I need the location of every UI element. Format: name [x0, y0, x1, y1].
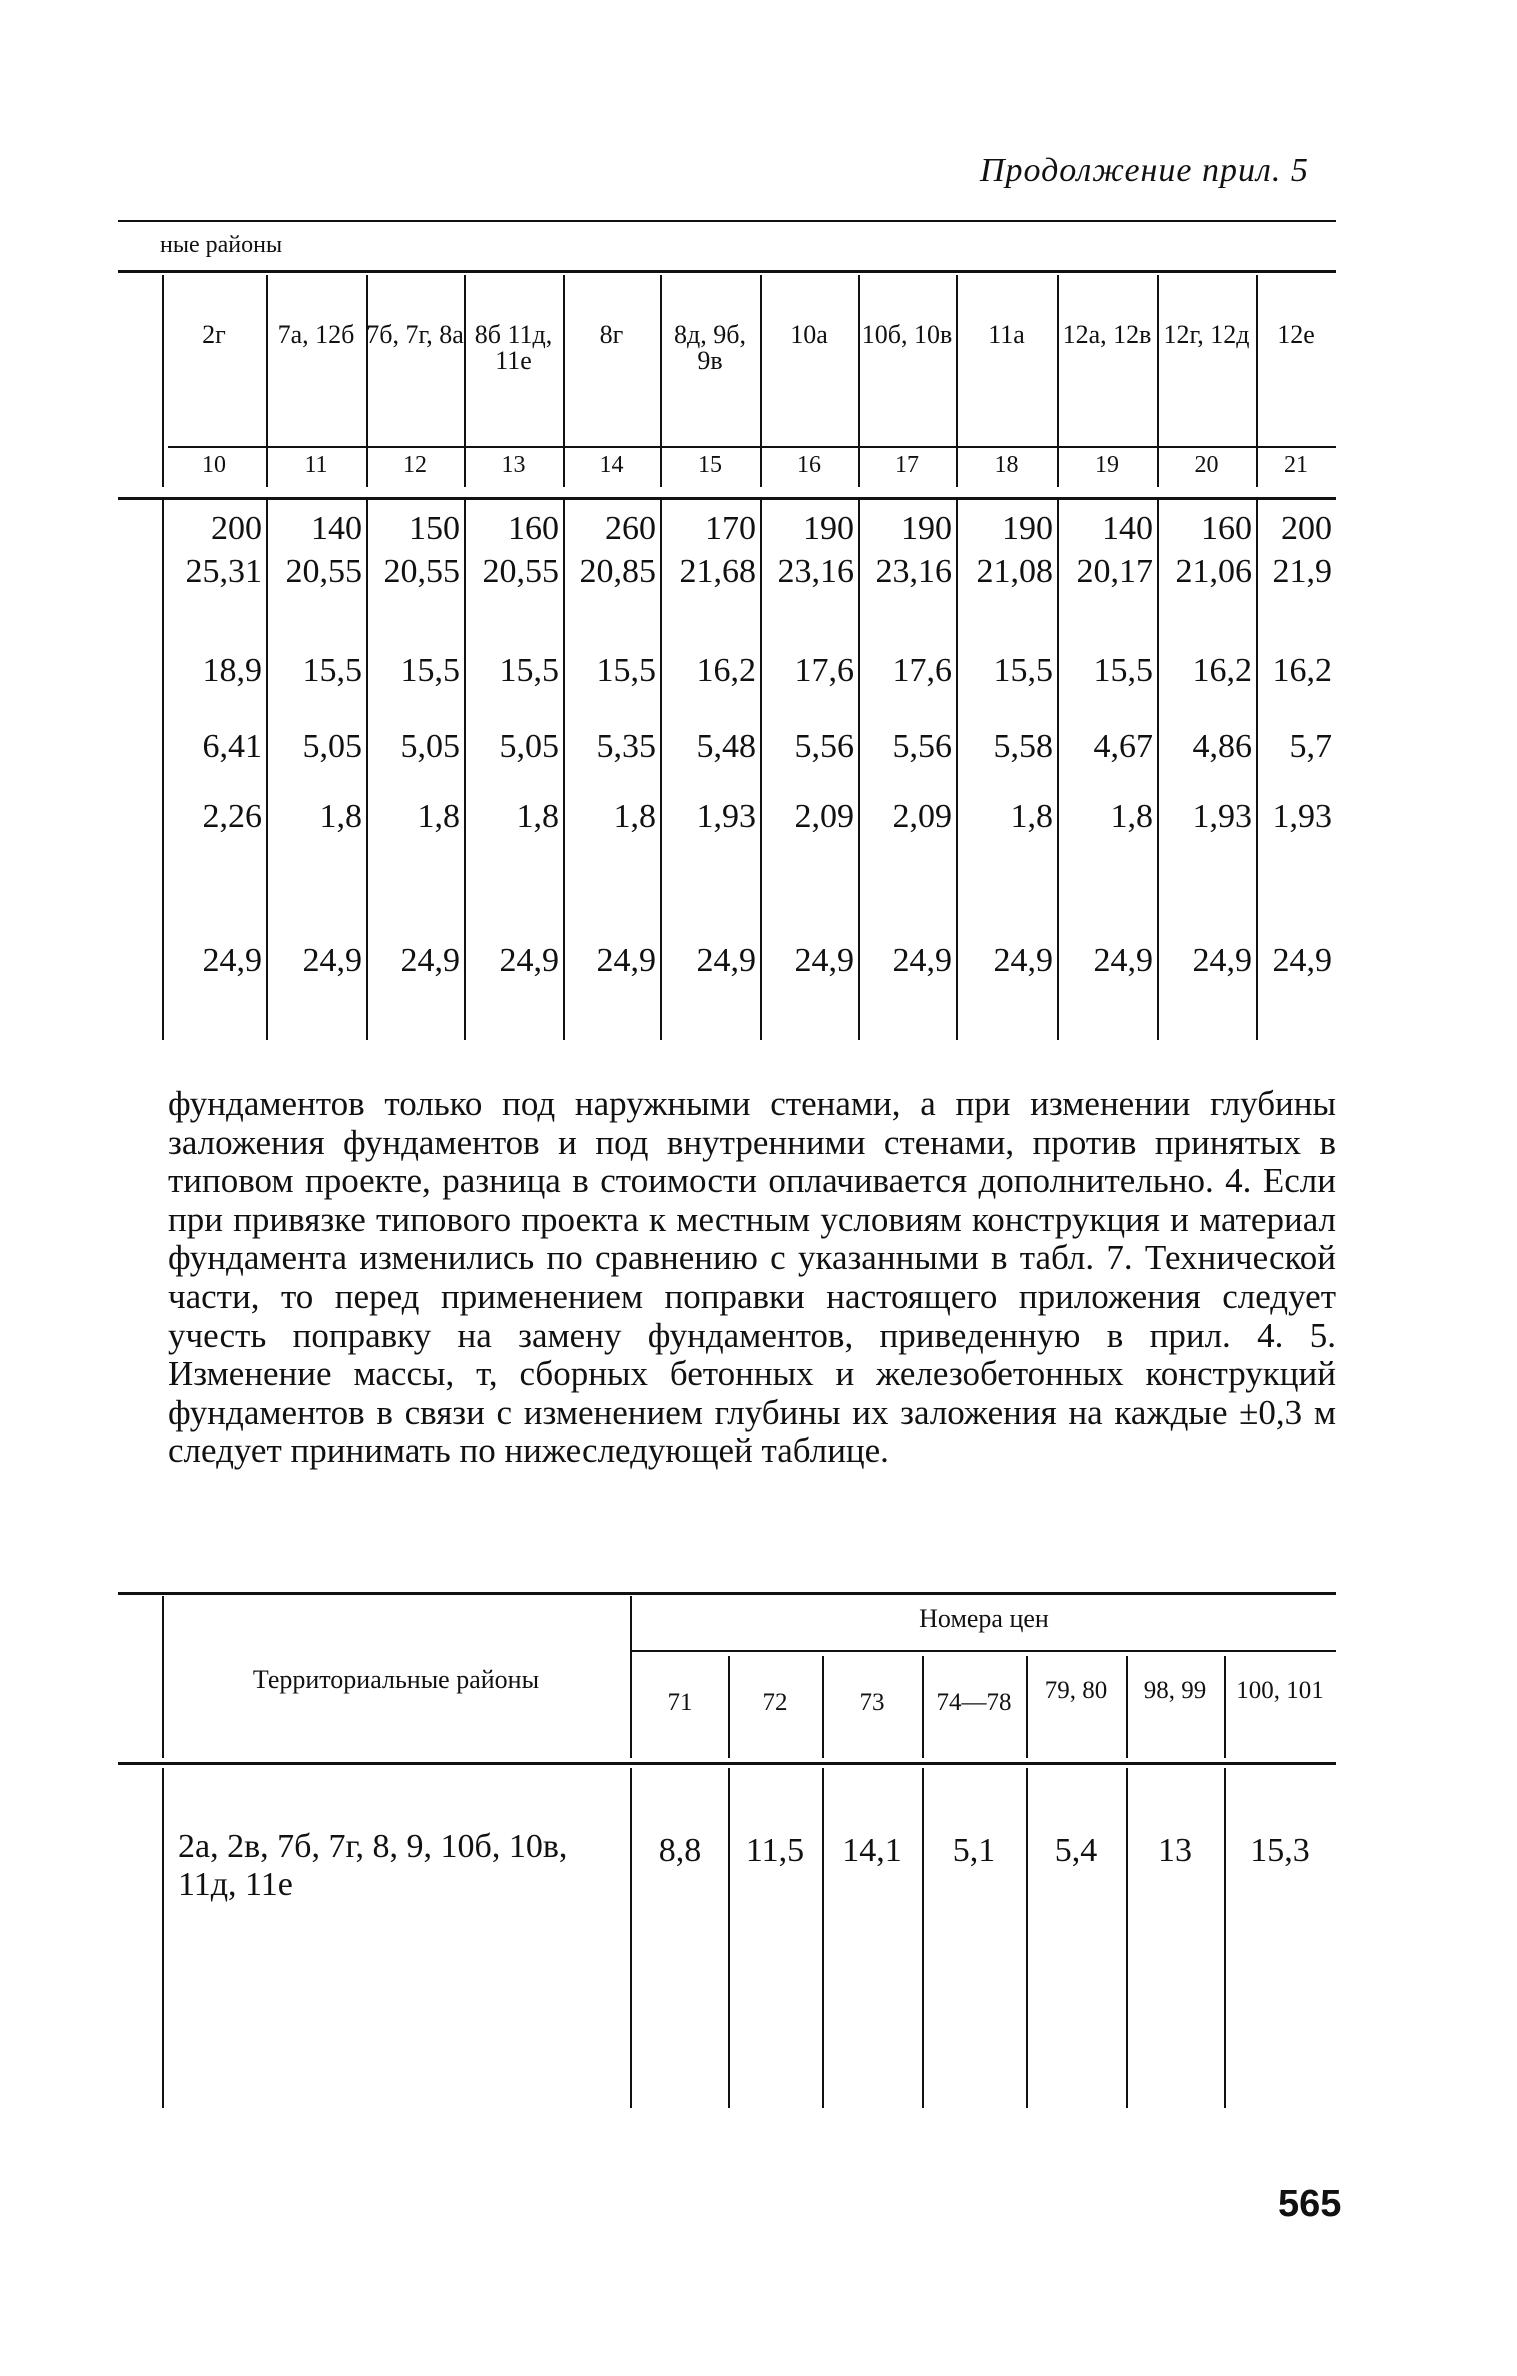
table-cell: 160: [1201, 510, 1252, 547]
table2-body-rule: [118, 1762, 1336, 1765]
column-header: 11а: [988, 320, 1025, 349]
table-cell: 1,8: [613, 798, 656, 835]
column-header: 7б, 7г, 8а: [366, 320, 464, 349]
table-cell: 24,9: [696, 942, 756, 979]
table-cell: 200: [1281, 510, 1332, 547]
table-cell: 21,68: [679, 553, 756, 590]
table-cell: 24,9: [1093, 942, 1153, 979]
table-cell: 1,8: [516, 798, 559, 835]
column-number: 14: [599, 452, 624, 478]
column-number: 11: [304, 452, 328, 478]
table-cell: 190: [901, 510, 952, 547]
table-cell: 260: [605, 510, 656, 547]
table-cell: 15,5: [302, 652, 362, 689]
table-cell: 16,2: [1272, 652, 1332, 689]
table2-body-separator: [728, 1768, 730, 2108]
table2-cell: 5,1: [952, 1832, 996, 1869]
table-cell: 24,9: [892, 942, 952, 979]
table-cell: 16,2: [1192, 652, 1252, 689]
table-cell: 17,6: [794, 652, 854, 689]
table-cell: 23,16: [875, 553, 952, 590]
column-header: 10б, 10в: [861, 320, 953, 349]
table2-group-header: Номера цен: [919, 1604, 1049, 1633]
table-cell: 21,08: [976, 553, 1053, 590]
table-cell: 2,09: [892, 798, 952, 835]
table-cell: 15,5: [596, 652, 656, 689]
column-header: 8б 11д, 11е: [474, 320, 553, 375]
table2-cell: 15,3: [1250, 1832, 1310, 1869]
table-cell: 24,9: [499, 942, 559, 979]
table-cell: 190: [1002, 510, 1053, 547]
paragraph-text: фундаментов только под наружными стенами, а при изменении глубины заложения фундаментов и под внутренними стенами, против принятых в типовом проекте, разница в стоимости оплачивается дополнительно. 4. Если при привязке типового проекта к местным условиям конструкция и материал фундамента изменились по сравнению с указанными в табл. 7. Технической части, то перед применением поправки настоящего приложения следует учесть поправку на замену фундаментов, приведенную в прил. 4. 5. Изменение массы, т, сборных бетонных и железобетонных конструкций фундаментов в связи с изменением глубины их заложения на каждые ±0,3 м следует принимать по нижеследующей таблице.: [168, 1084, 1336, 1471]
table-cell: 150: [409, 510, 460, 547]
column-number: 16: [797, 452, 821, 478]
table-cell: 25,31: [185, 553, 262, 590]
table-cell: 1,8: [1010, 798, 1053, 835]
page-number: 565: [1278, 2183, 1342, 2225]
table-cell: 2,09: [794, 798, 854, 835]
table1-top-rule: [118, 270, 1336, 273]
table-cell: 5,58: [993, 728, 1053, 765]
table-cell: 4,67: [1093, 728, 1153, 765]
table2-body-separator: [822, 1768, 824, 2108]
table-cell: 20,85: [579, 553, 656, 590]
table-cell: 200: [211, 510, 262, 547]
column-header: 12а, 12в: [1062, 320, 1152, 349]
table-cell: 5,05: [499, 728, 559, 765]
table2-label-separator: [630, 1768, 632, 2108]
table-cell: 2,26: [202, 798, 262, 835]
column-header: 8д, 9б, 9в: [674, 320, 746, 375]
column-number: 18: [994, 452, 1019, 478]
table-cell: 5,56: [892, 728, 952, 765]
table-cell: 1,93: [1192, 798, 1252, 835]
column-number: 13: [501, 452, 526, 478]
table-cell: 20,55: [482, 553, 559, 590]
table2-column-header: 71: [667, 1689, 693, 1716]
table2-head-separator: [1126, 1656, 1128, 1758]
table-cell: 15,5: [1093, 652, 1153, 689]
table2-cell: 8,8: [658, 1832, 702, 1869]
table-cell: 24,9: [794, 942, 854, 979]
table2-column-header: 72: [762, 1689, 788, 1716]
column-header: 2г: [202, 320, 226, 349]
table2-left-separator: [162, 1768, 164, 2108]
table-cell: 170: [705, 510, 756, 547]
column-number: 12: [403, 452, 427, 478]
table-cell: 24,9: [400, 942, 460, 979]
table-cell: 5,7: [1289, 728, 1332, 765]
table-cell: 140: [1102, 510, 1153, 547]
column-number: 21: [1284, 452, 1308, 478]
table2-column-header: 74—78: [936, 1689, 1012, 1716]
table2-group-rule: [632, 1650, 1336, 1652]
table2-top-rule: [118, 1592, 1336, 1595]
table-cell: 20,17: [1076, 553, 1153, 590]
table2-column-header: 73: [859, 1689, 885, 1716]
table2-head-separator: [1224, 1656, 1226, 1758]
table-cell: 190: [803, 510, 854, 547]
column-number: 10: [202, 452, 226, 478]
table-cell: 21,06: [1175, 553, 1252, 590]
column-number: 19: [1095, 452, 1119, 478]
table-cell: 15,5: [499, 652, 559, 689]
column-header: 8г: [599, 320, 624, 349]
table-cell: 1,93: [696, 798, 756, 835]
table2-cell: 5,4: [1054, 1832, 1098, 1869]
table-cell: 24,9: [1272, 942, 1332, 979]
column-header: 7а, 12б: [277, 320, 355, 349]
table1-head-rule: [168, 446, 1336, 448]
table-cell: 24,9: [1192, 942, 1252, 979]
table2-column-header: 98, 99: [1143, 1677, 1207, 1704]
table-cell: 5,48: [696, 728, 756, 765]
table-cell: 16,2: [696, 652, 756, 689]
table2-row-header: Территориальные районы: [252, 1665, 540, 1694]
table2-cell: 13: [1158, 1832, 1192, 1869]
table2-column-header: 79, 80: [1044, 1677, 1108, 1704]
table1-body-rule: [118, 497, 1336, 500]
table2-body-separator: [922, 1768, 924, 2108]
column-header: 12г, 12д: [1163, 320, 1250, 349]
table2-body-separator: [1224, 1768, 1226, 2108]
table-cell: 160: [508, 510, 559, 547]
table-cell: 140: [311, 510, 362, 547]
body-paragraph: [168, 1085, 1336, 1471]
table-cell: 1,93: [1272, 798, 1332, 835]
table-cell: 24,9: [202, 942, 262, 979]
column-header: 10а: [790, 320, 828, 349]
table-cell: 21,9: [1272, 553, 1332, 590]
table-cell: 1,8: [319, 798, 362, 835]
table-cell: 5,35: [596, 728, 656, 765]
table-cell: 1,8: [1110, 798, 1153, 835]
table-cell: 20,55: [285, 553, 362, 590]
column-header: 12е: [1277, 320, 1315, 349]
table-cell: 4,86: [1192, 728, 1252, 765]
table-cell: 15,5: [993, 652, 1053, 689]
table-cell: 5,05: [302, 728, 362, 765]
table2-cell: 14,1: [842, 1832, 902, 1869]
table-cell: 5,05: [400, 728, 460, 765]
table-cell: 1,8: [417, 798, 460, 835]
table1-group-label: ные районы: [160, 232, 283, 258]
column-number: 17: [895, 452, 919, 478]
table-cell: 24,9: [993, 942, 1053, 979]
table-cell: 6,41: [202, 728, 262, 765]
column-number: 15: [698, 452, 722, 478]
continuation-header: Продолжение прил. 5: [980, 152, 1309, 189]
table-cell: 23,16: [777, 553, 854, 590]
table2-head-separator: [1026, 1656, 1028, 1758]
table-cell: 24,9: [302, 942, 362, 979]
table-cell: 5,56: [794, 728, 854, 765]
table2-cell: 11,5: [745, 1832, 805, 1869]
table-cell: 15,5: [400, 652, 460, 689]
table-cell: 18,9: [202, 652, 262, 689]
table-cell: 20,55: [383, 553, 460, 590]
table2-body-separator: [1026, 1768, 1028, 2108]
table-cell: 24,9: [596, 942, 656, 979]
table2-row-label: 2а, 2в, 7б, 7г, 8, 9, 10б, 10в, 11д, 11е: [178, 1828, 568, 1903]
table2-body-separator: [1126, 1768, 1128, 2108]
column-number: 20: [1194, 452, 1219, 478]
table2-column-header: 100, 101: [1236, 1677, 1324, 1704]
table-cell: 17,6: [892, 652, 952, 689]
header-rule: [118, 220, 1336, 222]
